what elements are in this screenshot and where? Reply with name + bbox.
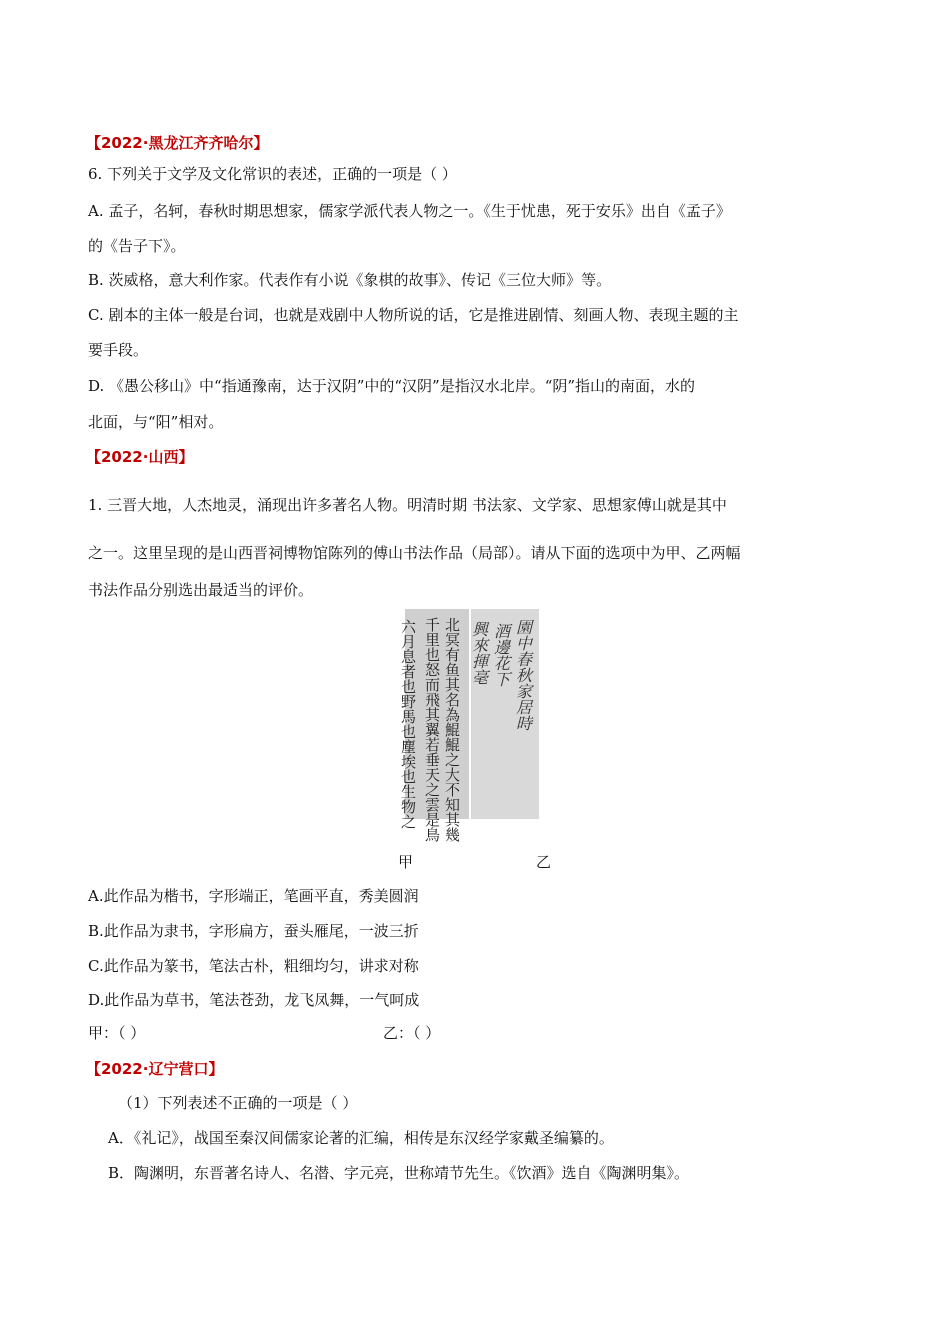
caption-yi: 乙 bbox=[536, 853, 552, 871]
question-1-line-3: 书法作品分别选出最适当的评价。 bbox=[88, 581, 314, 599]
calligraphy-left-col-3: 千里也怒而飛其翼若垂天之雲是鳥 bbox=[423, 617, 441, 842]
yingkou-option-b: B．陶渊明，东晋著名诗人、名潜、字元亮，世称靖节先生。《饮酒》选自《陶渊明集》。 bbox=[108, 1164, 690, 1182]
calligraphy-option-b: B.此作品为隶书，字形扁方，蚕头雁尾，一波三折 bbox=[88, 922, 419, 940]
calligraphy-left-col-2: 北冥有鱼其名為鯤鯤之大不知其幾 bbox=[443, 617, 461, 842]
calligraphy-option-a: A.此作品为楷书，字形端正，笔画平直，秀美圆润 bbox=[88, 887, 419, 905]
option-a-line-2: 的《告子下》。 bbox=[88, 237, 186, 255]
option-d-line-2: 北面，与“阳”相对。 bbox=[88, 413, 224, 431]
section-tag-shanxi: 【2022·山西】 bbox=[86, 448, 194, 466]
option-b: B. 茨威格，意大利作家。代表作有小说《象棋的故事》、传记《三位大师》等。 bbox=[88, 271, 612, 289]
calligraphy-right-col-3: 興來揮毫 bbox=[469, 621, 489, 685]
calligraphy-option-d: D.此作品为草书，笔法苍劲，龙飞凤舞，一气呵成 bbox=[88, 991, 420, 1009]
yingkou-option-a: A．《礼记》，战国至秦汉间儒家论著的汇编，相传是东汉经学家戴圣编纂的。 bbox=[108, 1129, 614, 1147]
calligraphy-option-c: C.此作品为篆书，笔法古朴，粗细均匀，讲求对称 bbox=[88, 957, 419, 975]
option-c-line-2: 要手段。 bbox=[88, 341, 149, 359]
section-tag-liaoning: 【2022·辽宁营口】 bbox=[86, 1060, 224, 1078]
option-d-line-1: D. 《愚公移山》中“指通豫南，达于汉阴”中的“汉阴”是指汉水北岸。“阴”指山的南面，水的 bbox=[88, 377, 696, 395]
answer-jia: 甲：（ ） bbox=[88, 1024, 146, 1042]
calligraphy-image bbox=[399, 609, 539, 842]
option-a-line-1: A. 孟子，名轲，春秋时期思想家，儒家学派代表人物之一。《生于忧患，死于安乐》出自《孟子》 bbox=[88, 202, 731, 220]
section-tag-heilongjiang: 【2022·黑龙江齐齐哈尔】 bbox=[86, 134, 269, 152]
question-1-line-2: 之一。这里呈现的是山西晋祠博物馆陈列的傅山书法作品（局部）。请从下面的选项中为甲、乙两幅 bbox=[88, 544, 741, 562]
caption-jia: 甲 bbox=[398, 853, 414, 871]
answer-yi: 乙：（ ） bbox=[383, 1024, 441, 1042]
question-yingkou-1: （1）下列表述不正确的一项是（ ） bbox=[118, 1094, 358, 1112]
calligraphy-left-text bbox=[399, 617, 461, 843]
question-6: 6. 下列关于文学及文化常识的表述，正确的一项是（ ） bbox=[88, 165, 457, 183]
calligraphy-svg bbox=[399, 609, 539, 842]
question-1-line-1: 1. 三晋大地，人杰地灵，涌现出许多著名人物。明清时期 书法家、文学家、思想家傅山就是其中 bbox=[88, 496, 727, 514]
calligraphy-right-col-2: 酒邊花下 bbox=[491, 623, 511, 687]
calligraphy-right-col-1: 園中春秋家居時 bbox=[513, 619, 533, 731]
option-c-line-1: C. 剧本的主体一般是台词，也就是戏剧中人物所说的话，它是推进剧情、刻画人物、表现主题的主 bbox=[88, 306, 739, 324]
calligraphy-left-col-1: 六月息者也野馬也塵埃也生物之 bbox=[399, 619, 417, 829]
